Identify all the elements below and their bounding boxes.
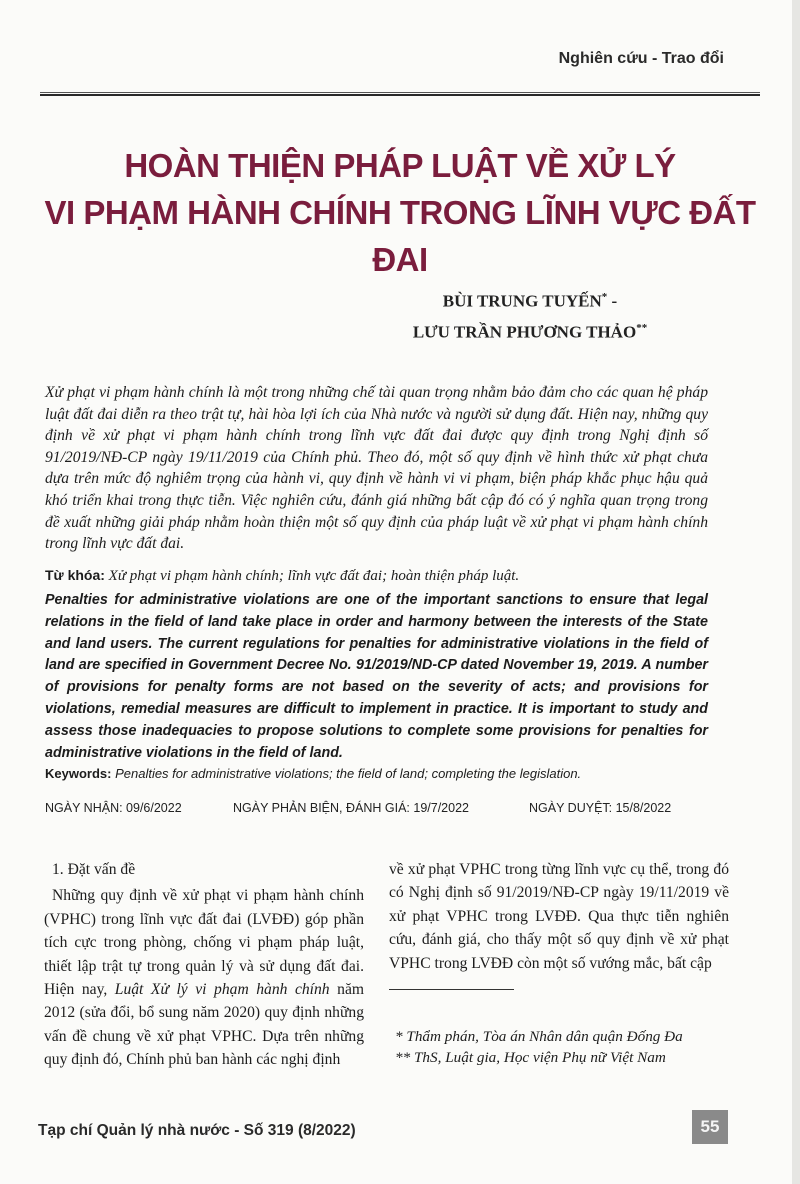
- author-name: BÙI TRUNG TUYẾN: [442, 291, 602, 311]
- title-line-2: VI PHẠM HÀNH CHÍNH TRONG LĨNH VỰC ĐẤT ĐAI: [44, 194, 756, 278]
- footnote-1: * Thẩm phán, Tòa án Nhân dân quận Đống Đa: [395, 1028, 683, 1045]
- page-number: 55: [692, 1110, 728, 1144]
- journal-footer: Tạp chí Quản lý nhà nước - Số 319 (8/2022): [38, 1122, 356, 1139]
- date-received: NGÀY NHẬN: 09/6/2022: [45, 801, 182, 815]
- keywords-vietnamese: [45, 567, 708, 585]
- body-paragraph: về xử phạt VPHC trong từng lĩnh vực cụ thể, trong đó có Nghị định số 91/2019/NĐ-CP ngày 19/11/2019 về xử phạt VPHC trong LVĐĐ. Qua thực tiễn nghiên cứu, đánh giá, cho thấy một số quy định về xử phạt VPHC trong LVĐĐ còn một số vướng mắc, bất cập: [389, 861, 729, 972]
- article-title: [40, 142, 760, 283]
- keywords-text: Xử phạt vi phạm hành chính; lĩnh vực đất đai; hoàn thiện pháp luật.: [104, 568, 520, 584]
- body-column-right: [389, 858, 729, 975]
- date-approved: NGÀY DUYỆT: 15/8/2022: [529, 801, 672, 815]
- keywords-label: Keywords:: [45, 766, 112, 781]
- body-column-left: [44, 858, 364, 1072]
- footnote-2: ** ThS, Luật gia, Học viện Phụ nữ Việt Nam: [395, 1049, 666, 1066]
- date-reviewed: NGÀY PHẢN BIỆN, ĐÁNH GIÁ: 19/7/2022: [233, 801, 469, 815]
- body-text: Những quy định về xử phạt vi phạm hành chính (VPHC) trong lĩnh vực đất đai (LVĐĐ) góp phần tích cực trong phòng, chống vi phạm pháp luật, thiết lập trật tự trong quản lý và sử dụng đất đai. Hiện nay,: [44, 887, 364, 999]
- keywords-text: Penalties for administrative violations; the field of land; completing the legislation.: [111, 766, 582, 781]
- author-2: [330, 315, 730, 346]
- law-title: Luật Xử lý vi phạm hành chính: [114, 981, 330, 999]
- footnote-rule: [389, 989, 514, 990]
- header-rule: [40, 92, 760, 93]
- abstract-vietnamese: Xử phạt vi phạm hành chính là một trong những chế tài quan trọng nhằm bảo đảm cho các quan hệ pháp luật đất đai diễn ra theo trật tự, hài hòa lợi ích của Nhà nước và người sử dụng đất. Hiện nay, những quy định về xử phạt vi phạm hành chính trong lĩnh vực đất đai được quy định trong Nghị định số 91/2019/NĐ-CP ngày 19/11/2019 của Chính phủ. Theo đó, một số quy định về hình thức xử phạt chưa dựa trên mức độ nghiêm trọng của hành vi, quy định về hành vi vi phạm, biện pháp khắc phục hậu quả khó triển khai trong thực tiễn. Việc nghiên cứu, đánh giá những bất cập đó có ý nghĩa quan trọng trong đề xuất những giải pháp nhằm hoàn thiện một số quy định của pháp luật về xử phạt vi phạm hành chính trong lĩnh vực đất đai.: [45, 384, 708, 553]
- abstract-english: Penalties for administrative violations are one of the important sanctions to ensure that legal relations in the field of land take place in order and harmony between the interests of the State and land users. The current regulations for penalties for administrative violations in the field of land are specified in Government Decree No. 91/2019/ND-CP dated November 19, 2019. A number of provisions for penalty forms are not based on the severity of acts; and provisions for violations, remedial measures are difficult to implement in practice. It is important to study and assess those inadequacies to propose solutions to complete some provisions for penalties for administrative violations in the field of land.: [45, 592, 708, 761]
- body-paragraph: [44, 884, 364, 1071]
- scan-edge: [792, 0, 800, 1184]
- section-heading: 1. Đặt vấn đề: [52, 861, 136, 878]
- author-1: [330, 284, 730, 315]
- header-rule-thick: [40, 94, 760, 96]
- section-label: Nghiên cứu - Trao đổi: [558, 50, 724, 67]
- author-mark: *: [601, 291, 608, 303]
- author-mark: **: [636, 321, 648, 334]
- author-name: LƯU TRẦN PHƯƠNG THẢO: [412, 322, 637, 342]
- footnotes: [395, 1026, 730, 1068]
- author-list: [330, 284, 730, 345]
- title-line-1: HOÀN THIỆN PHÁP LUẬT VỀ XỬ LÝ: [124, 147, 676, 184]
- keywords-english: [45, 766, 745, 781]
- keywords-label: Từ khóa:: [45, 567, 105, 583]
- body-text: năm 2012 (sửa đổi, bổ sung năm 2020) quy định những vấn đề chung về xử phạt VPHC. Dựa trên những quy định đó, Chính phủ ban hành các nghị định: [44, 981, 364, 1069]
- author-separator: -: [607, 291, 618, 311]
